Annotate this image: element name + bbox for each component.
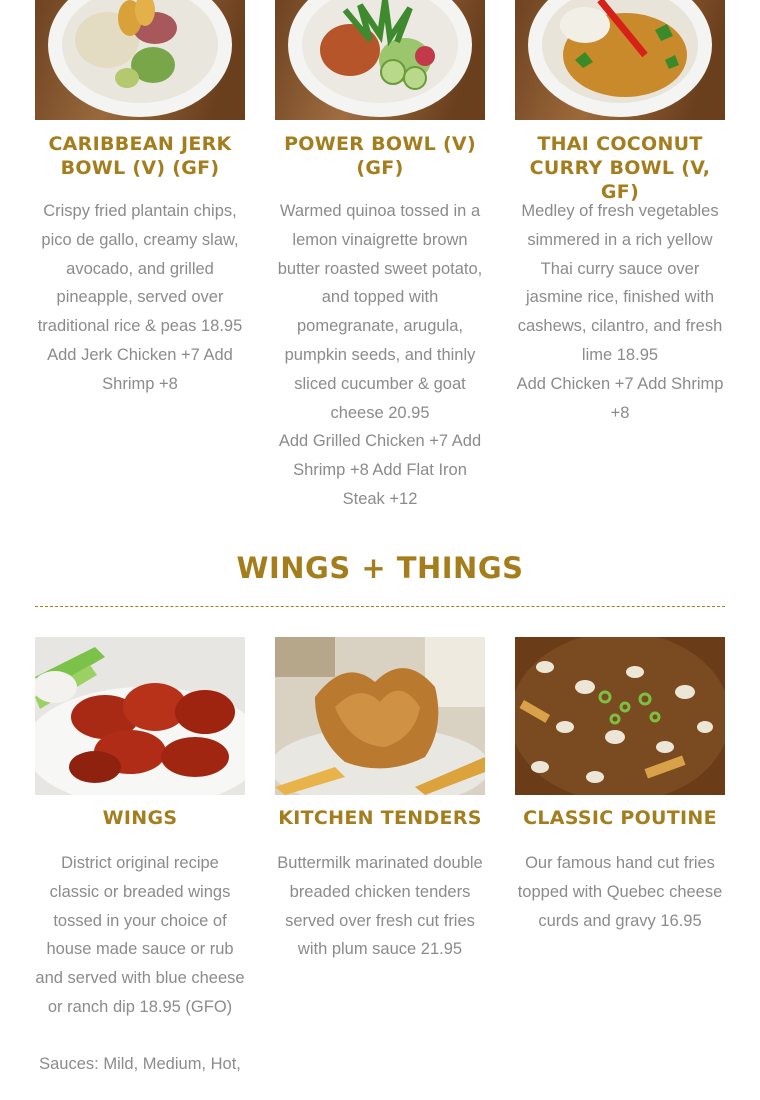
power-bowl-title: POWER BOWL (V) (GF) bbox=[284, 133, 476, 179]
thai-curry-bowl-description: Medley of fresh vegetables simmered in a rich yellow Thai curry sauce over jasmine rice, finished with cashews, cilantro, and fresh lime 18.95 bbox=[517, 202, 723, 364]
wings-sauces: Sauces: Mild, Medium, Hot, bbox=[39, 1054, 241, 1073]
thai-curry-bowl-addons: Add Chicken +7 Add Shrimp +8 bbox=[516, 374, 724, 422]
menu-item-kitchen-tenders bbox=[275, 637, 485, 964]
kitchen-tenders-photo bbox=[275, 637, 485, 795]
wings-description: District original recipe classic or breaded wings tossed in your choice of house made sauce or rub and served with blue cheese or ranch dip 18.95 (GFO) bbox=[35, 854, 245, 1016]
menu-item-caribbean-jerk-bowl bbox=[35, 0, 245, 399]
menu-item-power-bowl bbox=[275, 0, 485, 514]
classic-poutine-title: CLASSIC POUTINE bbox=[523, 807, 717, 829]
kitchen-tenders-title: KITCHEN TENDERS bbox=[278, 807, 482, 829]
section-heading-wings-things: WINGS + THINGS bbox=[236, 551, 524, 585]
power-bowl-description: Warmed quinoa tossed in a lemon vinaigrette brown butter roasted sweet potato, and topped with pomegranate, arugula, pumpkin seeds, and thinly sliced cucumber & goat cheese 20.95 bbox=[277, 202, 483, 422]
menu-item-wings bbox=[35, 637, 245, 1079]
classic-poutine-photo bbox=[515, 637, 725, 795]
caribbean-jerk-bowl-addons: Add Jerk Chicken +7 Add Shrimp +8 bbox=[47, 345, 233, 393]
classic-poutine-description: Our famous hand cut fries topped with Quebec cheese curds and gravy 16.95 bbox=[517, 854, 723, 930]
power-bowl-photo bbox=[275, 0, 485, 120]
caribbean-jerk-bowl-title: CARIBBEAN JERK BOWL (V) (GF) bbox=[48, 133, 232, 179]
menu-item-thai-curry-bowl bbox=[515, 0, 725, 427]
thai-curry-bowl-title: THAI COCONUT CURRY BOWL (V, GF) bbox=[529, 133, 711, 203]
power-bowl-addons: Add Grilled Chicken +7 Add Shrimp +8 Add Flat Iron Steak +12 bbox=[278, 432, 482, 508]
caribbean-jerk-bowl-photo bbox=[35, 0, 245, 120]
kitchen-tenders-description: Buttermilk marinated double breaded chicken tenders served over fresh cut fries with plum sauce 21.95 bbox=[277, 854, 483, 959]
thai-curry-bowl-photo bbox=[515, 0, 725, 120]
caribbean-jerk-bowl-description: Crispy fried plantain chips, pico de gallo, creamy slaw, avocado, and grilled pineapple, served over traditional rice & peas 18.95 bbox=[37, 202, 243, 336]
wings-photo bbox=[35, 637, 245, 795]
menu-item-classic-poutine bbox=[515, 637, 725, 935]
section-divider bbox=[35, 606, 725, 607]
wings-title: WINGS bbox=[102, 807, 178, 829]
